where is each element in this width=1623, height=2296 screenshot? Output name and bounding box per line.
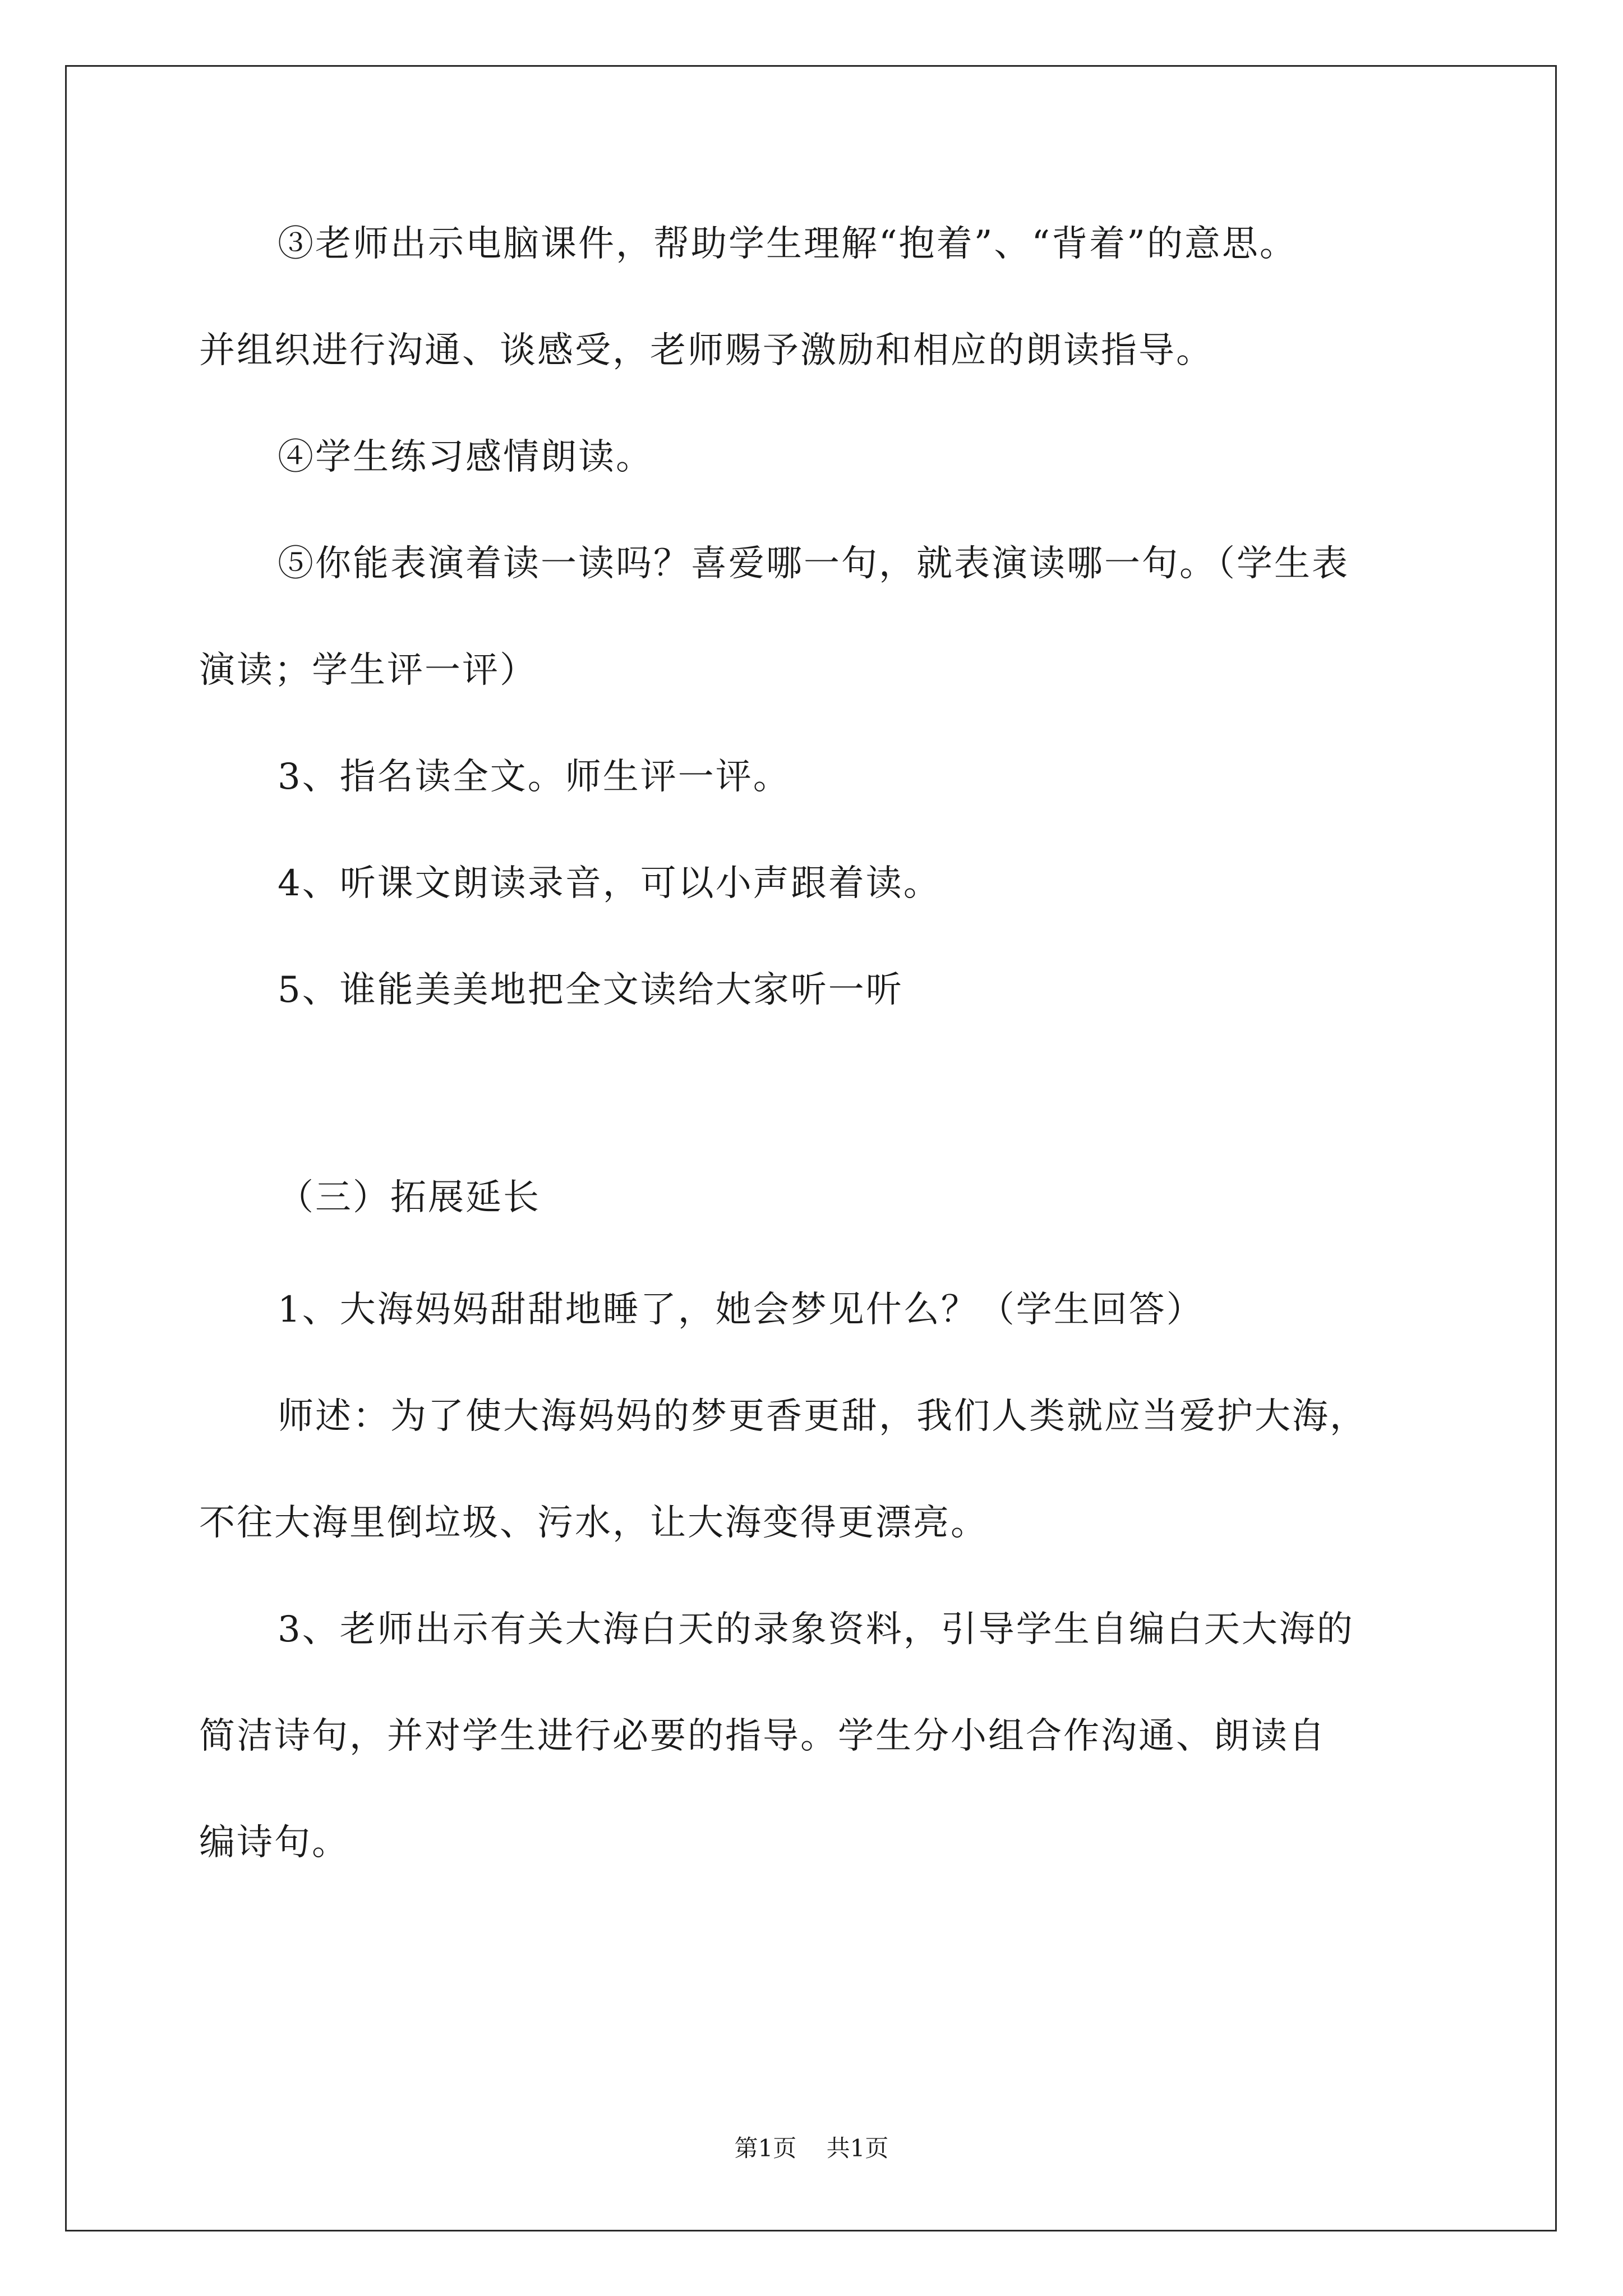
paragraph-line: 不往大海里倒垃圾、污水，让大海变得更漂亮。 [199,1502,988,1544]
paragraph-line: 4、听课文朗读录音，可以小声跟着读。 [278,863,941,904]
paragraph-line: 师述：为了使大海妈妈的梦更香更甜，我们人类就应当爱护大海， [278,1396,1367,1437]
paragraph-line: 1、大海妈妈甜甜地睡了，她会梦见什么？（学生回答） [278,1289,1204,1331]
paragraph-line: ④学生练习感情朗读。 [278,436,653,478]
page-number-total: 共1页 [826,2134,889,2162]
paragraph-line: 3、指名读全文。师生评一评。 [278,756,791,798]
paragraph-line: 演读；学生评一评） [199,650,537,691]
page-border [65,65,1557,2231]
paragraph-line: ③老师出示电脑课件，帮助学生理解“抱着”、“背着”的意思。 [278,223,1297,265]
paragraph-line: 编诗句。 [199,1822,349,1864]
paragraph-line: 并组织进行沟通、谈感受，老师赐予激励和相应的朗读指导。 [199,330,1214,371]
paragraph-line: 简洁诗句，并对学生进行必要的指导。学生分小组合作沟通、朗读自 [199,1715,1326,1757]
paragraph-line: 5、谁能美美地把全文读给大家听一听 [278,969,903,1011]
paragraph-line: ⑤你能表演着读一读吗？喜爱哪一句，就表演读哪一句。（学生表 [278,543,1349,585]
paragraph-line: 3、老师出示有关大海白天的录象资料，引导学生自编白天大海的 [278,1609,1354,1650]
page-number-current: 第1页 [734,2134,797,2162]
page-footer [0,2132,1623,2165]
section-heading: （三）拓展延长 [278,1177,541,1218]
